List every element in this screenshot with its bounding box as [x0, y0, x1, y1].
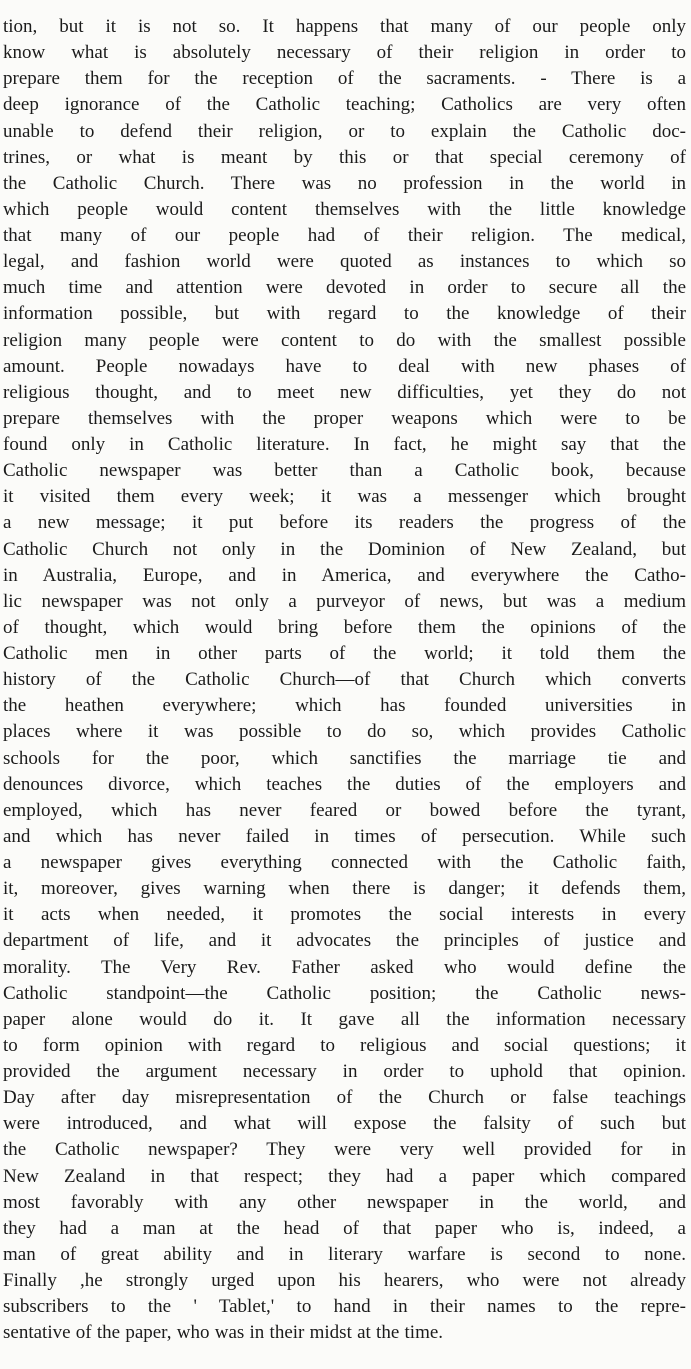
text-line: morality. The Very Rev. Father asked who would define the [3, 956, 686, 978]
text-line: much time and attention were devoted in order to secure all the [3, 277, 686, 299]
text-line: were introduced, and what will expose the falsity of such but [3, 1113, 686, 1135]
text-line: Finally ,he strongly urged upon his hearers, who were not already [3, 1270, 686, 1291]
text-line: subscribers to the ' Tablet,' to hand in their names to the repre- [3, 1296, 686, 1318]
text-line: sentative of the paper, who was in their midst at the time. [3, 1322, 444, 1344]
text-line: the heathen everywhere; which has founded universities in [3, 695, 686, 717]
text-line: information possible, but with regard to the knowledge of their [3, 303, 686, 325]
text-line: which people would content themselves with the little knowledge [3, 198, 686, 220]
text-line: places where it was possible to do so, which provides Catholic [3, 721, 686, 743]
text-line: New Zealand in that respect; they had a paper which compared [3, 1165, 686, 1187]
text-line: department of life, and it advocates the principles of justice and [3, 930, 686, 952]
text-line: in Australia, Europe, and in America, and everywhere the Catho- [3, 564, 686, 586]
text-line: a newspaper gives everything connected with the Catholic faith, [3, 852, 686, 873]
text-line: paper alone would do it. It gave all the information necessary [3, 1008, 686, 1030]
text-line: employed, which has never feared or bowed before the tyrant, [3, 799, 686, 821]
text-line: most favorably with any other newspaper in the world, and [3, 1191, 686, 1213]
text-line: the Catholic Church. There was no profession in the world in [3, 172, 686, 194]
text-line: lic newspaper was not only a purveyor of news, but was a medium [3, 590, 686, 612]
text-line: and which has never failed in times of persecution. While such [3, 825, 686, 847]
text-line: to form opinion with regard to religious and social questions; it [3, 1034, 686, 1056]
text-line: amount. People nowadays have to deal with new phases of [3, 355, 686, 377]
text-line: Catholic Church not only in the Dominion of New Zealand, but [3, 538, 686, 560]
text-line: history of the Catholic Church—of that Church which converts [3, 669, 686, 691]
text-line: it, moreover, gives warning when there is danger; it defends them, [3, 878, 686, 900]
text-line: of thought, which would bring before them the opinions of the [3, 616, 686, 638]
text-line: tion, but it is not so. It happens that many of our people only [3, 16, 686, 37]
text-line: provided the argument necessary in order to uphold that opinion. [3, 1061, 686, 1082]
text-line: know what is absolutely necessary of their religion in order to [3, 42, 686, 64]
text-line: unable to defend their religion, or to explain the Catholic doc- [3, 120, 686, 142]
text-line: Day after day misrepresentation of the Church or false teachings [3, 1087, 686, 1109]
text-line: Catholic standpoint—the Catholic position; the Catholic news- [3, 982, 686, 1004]
text-line: denounces divorce, which teaches the duties of the employers and [3, 773, 686, 795]
article-body [3, 14, 686, 1346]
text-line: a new message; it put before its readers the progress of the [3, 512, 686, 534]
text-line: schools for the poor, which sanctifies the marriage tie and [3, 747, 686, 769]
text-line: man of great ability and in literary warfare is second to none. [3, 1243, 686, 1265]
text-line: deep ignorance of the Catholic teaching; Catholics are very often [3, 94, 686, 116]
text-line: Catholic newspaper was better than a Catholic book, because [3, 460, 686, 482]
text-line: legal, and fashion world were quoted as instances to which so [3, 251, 686, 273]
text-line: it acts when needed, it promotes the social interests in every [3, 904, 686, 926]
text-line: they had a man at the head of that paper who is, indeed, a [3, 1217, 686, 1239]
text-line: prepare themselves with the proper weapons which were to be [3, 407, 686, 429]
text-line: religion many people were content to do with the smallest possible [3, 329, 686, 351]
text-line: the Catholic newspaper? They were very well provided for in [3, 1139, 686, 1161]
text-line: Catholic men in other parts of the world; it told them the [3, 643, 686, 664]
text-line: trines, or what is meant by this or that special ceremony of [3, 146, 686, 168]
text-line: religious thought, and to meet new difficulties, yet they do not [3, 381, 686, 403]
text-line: found only in Catholic literature. In fact, he might say that the [3, 434, 686, 455]
text-line: it visited them every week; it was a messenger which brought [3, 486, 686, 508]
text-line: that many of our people had of their religion. The medical, [3, 225, 686, 246]
text-line: prepare them for the reception of the sacraments. - There is a [3, 68, 686, 90]
